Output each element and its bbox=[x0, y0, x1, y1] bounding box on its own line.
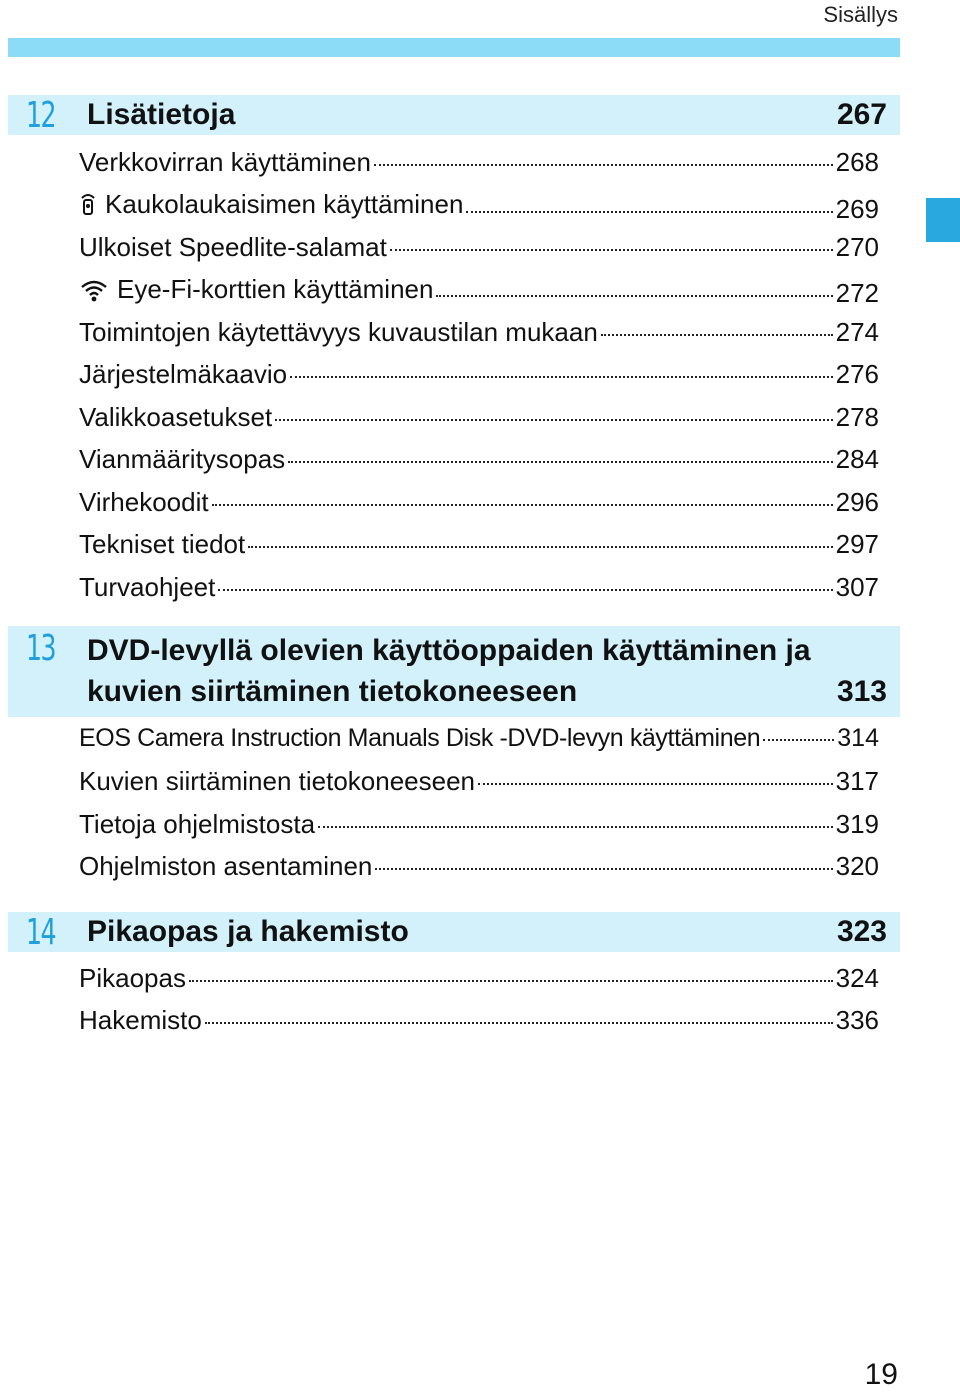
dot-leader bbox=[288, 461, 832, 463]
dot-leader bbox=[374, 164, 833, 166]
chapter-14 bbox=[8, 912, 900, 952]
toc-entry-page: 324 bbox=[835, 963, 879, 993]
toc-entry-page: 274 bbox=[835, 317, 879, 347]
toc-entry[interactable] bbox=[79, 724, 879, 760]
toc-entry-page: 314 bbox=[837, 724, 879, 752]
dot-leader bbox=[390, 249, 833, 251]
dot-leader bbox=[212, 504, 833, 506]
toc-entry-label: Toimintojen käytettävyys kuvaustilan mukaan bbox=[79, 317, 598, 347]
dot-leader bbox=[478, 783, 833, 785]
toc-entry-label: Pikaopas bbox=[79, 963, 186, 993]
toc-entry[interactable] bbox=[79, 572, 879, 608]
toc-entry-label: Eye-Fi-korttien käyttäminen bbox=[117, 274, 434, 304]
chapter-header[interactable] bbox=[8, 95, 900, 135]
toc-entry-label-wrap bbox=[79, 274, 433, 305]
chapter-page: 323 bbox=[836, 915, 887, 948]
toc-entry[interactable] bbox=[79, 317, 879, 353]
toc-entry[interactable] bbox=[79, 809, 879, 845]
chapter-13 bbox=[8, 626, 900, 717]
toc-entry-page: 297 bbox=[835, 529, 879, 559]
dot-leader bbox=[218, 589, 832, 591]
dot-leader bbox=[189, 980, 833, 982]
toc-entry-page: 296 bbox=[835, 487, 879, 517]
toc-entry[interactable] bbox=[79, 444, 879, 480]
toc-entry[interactable] bbox=[79, 529, 879, 565]
toc-entry-page: 284 bbox=[835, 444, 879, 474]
toc-entry-label-wrap bbox=[79, 189, 463, 220]
dot-leader bbox=[763, 739, 834, 741]
toc-entry-label: Valikkoasetukset bbox=[79, 402, 273, 432]
section-thumb-tab bbox=[926, 198, 960, 242]
toc-entry-page: 336 bbox=[835, 1005, 879, 1035]
toc-entry-label: Järjestelmäkaavio bbox=[79, 359, 288, 389]
toc-entry-label: Kuvien siirtäminen tietokoneeseen bbox=[79, 766, 476, 796]
toc-entry-page: 278 bbox=[835, 402, 879, 432]
toc-entry-label: Tekniset tiedot bbox=[79, 529, 246, 559]
dot-leader bbox=[290, 376, 833, 378]
wireless-icon bbox=[79, 278, 109, 302]
toc-entry[interactable] bbox=[79, 766, 879, 802]
dot-leader bbox=[466, 211, 832, 213]
toc-entry-label: Kaukolaukaisimen käyttäminen bbox=[105, 189, 464, 219]
toc-entry-page: 319 bbox=[835, 809, 879, 839]
toc-entry-page: 320 bbox=[835, 851, 879, 881]
dot-leader bbox=[601, 334, 833, 336]
chapter-12 bbox=[8, 95, 900, 135]
dot-leader bbox=[205, 1022, 833, 1024]
chapter-title: Lisätietoja bbox=[87, 98, 236, 131]
toc-entry-page: 272 bbox=[835, 277, 879, 308]
dot-leader bbox=[436, 295, 832, 297]
chapter-number: 12 bbox=[26, 95, 56, 136]
chapter-title-line-1: DVD-levyllä olevien käyttöoppaiden käyttäminen ja bbox=[87, 634, 811, 667]
running-head: Sisällys bbox=[823, 2, 898, 27]
chapter-page: 267 bbox=[836, 98, 887, 131]
dot-leader bbox=[375, 868, 832, 870]
remote-release-icon bbox=[79, 192, 97, 218]
toc-entry-page: 276 bbox=[835, 359, 879, 389]
toc-entry-label: Ulkoiset Speedlite-salamat bbox=[79, 232, 387, 262]
toc-entry[interactable] bbox=[79, 402, 879, 438]
dot-leader bbox=[248, 546, 832, 548]
toc-entry[interactable] bbox=[79, 147, 879, 183]
toc-entry-label: Turvaohjeet bbox=[79, 572, 216, 602]
toc-entry-label: EOS Camera Instruction Manuals Disk -DVD-levyn käyttäminen bbox=[79, 724, 761, 752]
chapter-number: 13 bbox=[26, 628, 56, 669]
chapter-header[interactable] bbox=[8, 912, 900, 952]
toc-entry-label: Verkkovirran käyttäminen bbox=[79, 147, 371, 177]
chapter-header[interactable] bbox=[8, 626, 900, 717]
toc-entry-label: Virhekoodit bbox=[79, 487, 209, 517]
top-color-bar bbox=[8, 38, 900, 57]
toc-entry[interactable] bbox=[79, 963, 879, 999]
toc-entry-label: Vianmääritysopas bbox=[79, 444, 286, 474]
chapter-title: Pikaopas ja hakemisto bbox=[87, 915, 409, 948]
toc-entry[interactable] bbox=[79, 851, 879, 887]
toc-entry-page: 268 bbox=[835, 147, 879, 177]
toc-entry-page: 270 bbox=[835, 232, 879, 262]
toc-entry[interactable] bbox=[79, 232, 879, 268]
toc-entry-page: 269 bbox=[835, 193, 879, 224]
toc-entry[interactable] bbox=[79, 487, 879, 523]
chapter-title-line-2: kuvien siirtäminen tietokoneeseen bbox=[87, 675, 578, 708]
toc-entry-label: Tietoja ohjelmistosta bbox=[79, 809, 316, 839]
toc-entry[interactable] bbox=[79, 274, 879, 310]
toc-entry-label: Hakemisto bbox=[79, 1005, 202, 1035]
chapter-number: 14 bbox=[26, 912, 56, 953]
toc-entry[interactable] bbox=[79, 189, 879, 225]
toc-entry-page: 317 bbox=[835, 766, 879, 796]
toc-entry[interactable] bbox=[79, 359, 879, 395]
dot-leader bbox=[318, 826, 833, 828]
page-number: 19 bbox=[864, 1358, 898, 1391]
toc-entry-label: Ohjelmiston asentaminen bbox=[79, 851, 373, 881]
toc-entry[interactable] bbox=[79, 1005, 879, 1041]
chapter-page: 313 bbox=[836, 675, 887, 708]
dot-leader bbox=[275, 419, 832, 421]
toc-entry-page: 307 bbox=[835, 572, 879, 602]
